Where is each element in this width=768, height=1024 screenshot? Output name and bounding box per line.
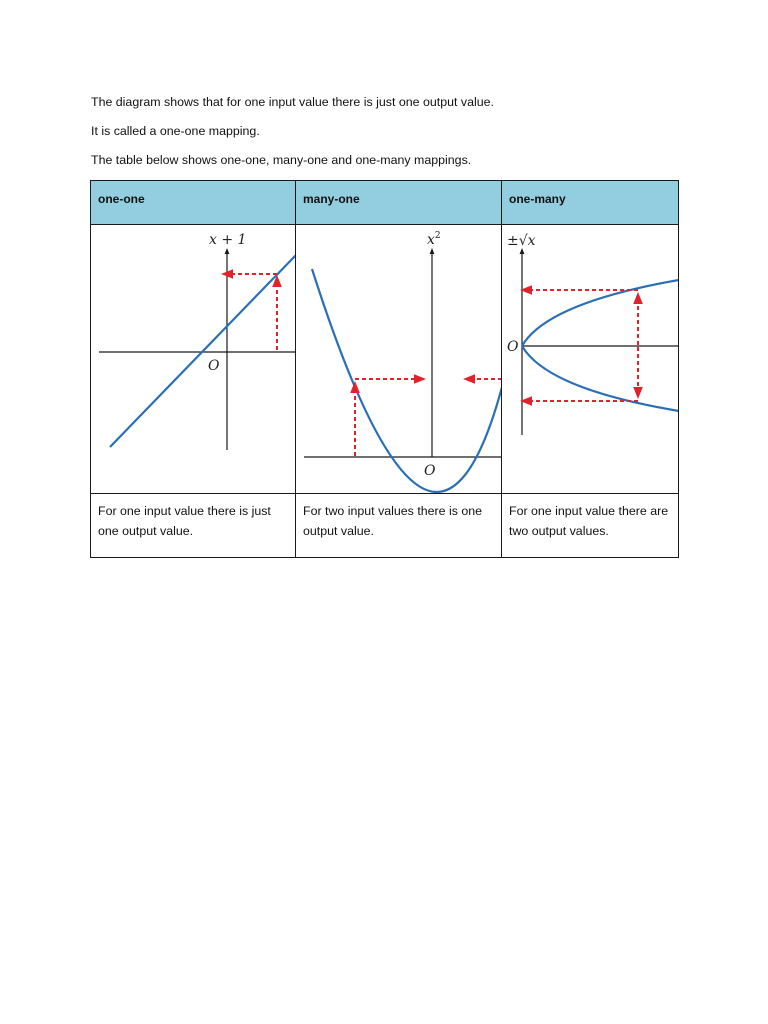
intro-line-3: The table below shows one-one, many-one and one-many mappings. xyxy=(91,153,472,167)
origin-label: O xyxy=(507,339,519,355)
origin-label: O xyxy=(424,463,436,479)
mappings-table xyxy=(90,180,679,558)
header-one-one: one-one xyxy=(91,181,296,225)
table-header-row xyxy=(91,181,679,225)
descriptions-row xyxy=(91,494,679,558)
description-one-one: For one input value there is just one output value. xyxy=(91,494,296,558)
graph-cell-one-many xyxy=(502,225,679,494)
function-label: ±√x xyxy=(507,233,536,249)
graphs-row xyxy=(91,225,679,494)
curve-x-squared xyxy=(312,269,502,492)
graph-one-many xyxy=(502,225,679,493)
origin-label: O xyxy=(208,358,220,374)
header-many-one: many-one xyxy=(296,181,502,225)
graph-many-one xyxy=(296,225,502,493)
description-one-many: For one input value there are two output values. xyxy=(502,494,679,558)
description-many-one: For two input values there is one output value. xyxy=(296,494,502,558)
function-exponent: 2 xyxy=(434,231,441,241)
function-label xyxy=(427,231,441,248)
graph-cell-one-one xyxy=(91,225,296,494)
intro-line-1: The diagram shows that for one input value there is just one output value. xyxy=(91,95,494,109)
curve-x-plus-1 xyxy=(110,255,296,447)
intro-line-2: It is called a one-one mapping. xyxy=(91,124,260,138)
header-one-many: one-many xyxy=(502,181,679,225)
graph-one-one xyxy=(91,225,296,493)
function-base: x xyxy=(427,232,435,248)
graph-cell-many-one xyxy=(296,225,502,494)
function-label: x + 1 xyxy=(209,232,247,248)
